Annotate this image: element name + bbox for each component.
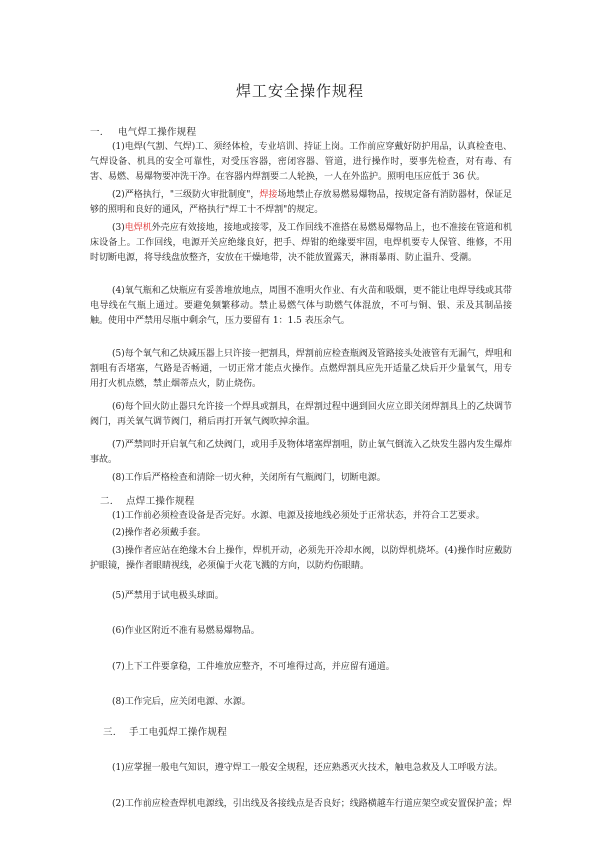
section-1-item-2: (2)严格执行，"三级防火审批制度"，焊接场地禁止存放易燃易爆物品，按规定备有消防器材，保证足够的照明和良好的通风，严格执行"焊工十不焊割"的规定。 [90,190,512,215]
highlight-text: 焊接 [259,190,278,200]
section-3-item-1: (1)应掌握一般电气知识，遵守焊工一般安全规程，还应熟悉灭火技术，触电急救及人工呼吸方法。 [112,763,503,773]
page-title: 焊工安全操作规程 [235,82,364,100]
section-2-item-8: (8)工作完后，应关闭电源、水源。 [112,697,251,707]
section-1-item-8: (8)工作后严格检查和清除一切火种，关闭所有气瓶阀门，切断电源。 [112,473,386,483]
section-2-item-5: (5)严禁用于试电极头球面。 [112,591,224,601]
section-1-item-7: (7)严禁同时开启氧气和乙炔阀门，或用手及物体堵塞焊割咀，防止氧气倒流入乙炔发生器内发生爆炸事故。 [90,440,512,465]
section-2-item-1: (1)工作前必须检查设备是否完好。水源、电源及接地线必须处于正常状态，并符合工艺要求。 [112,511,485,521]
highlight-text: 电焊机 [124,223,152,233]
section-2-heading: 点焊工操作规程 [126,496,195,507]
section-3-number: 三. [103,727,117,738]
section-1-number: 一. [90,127,104,138]
section-1-item-4: (4)氧气瓶和乙炔瓶应有妥善堆放地点，周围不准明火作业、有火苗和吸烟，更不能让电焊导线或其带电导线在气瓶上通过。要避免频繁移动。禁止易燃气体与助燃气体混放，不可与铜、银、汞及其制品接触。使用中严禁用尽瓶中剩余气，压力要留有 1：1.5 表压余气。 [90,286,512,326]
section-2-item-3: (3)操作者应站在绝缘木台上操作，焊机开动，必须先开冷却水阀，以防焊机烧坏。(4)操作时应戴防护眼镜，操作者眼睛视线，必须偏于火花飞溅的方向，以防灼伤眼睛。 [90,546,512,571]
section-3-heading: 手工电弧焊工操作规程 [129,727,228,738]
section-1-heading: 电气焊工操作规程 [118,127,197,138]
section-1-item-5: (5)每个氧气和乙炔减压器上只许接一把割具，焊割前应检查瓶阀及管路接头处液管有无漏气，焊咀和割咀有否堵塞，气路是否畅通，一切正常才能点火操作。点燃焊割具应先开适量乙炔后开少量氧气，用专用打火机点燃，禁止烟蒂点火，防止烧伤。 [90,349,512,389]
section-2-number: 二. [100,496,114,507]
section-3-item-2: (2)工作前应检查焊机电源线，引出线及各接线点是否良好；线路横越车行道应架空或安置保护盖；焊 [112,799,512,809]
section-2-item-6: (6)作业区附近不准有易燃易爆物品。 [112,626,260,636]
section-2-item-2: (2)操作者必须戴手套。 [112,528,206,538]
section-1-item-1: (1)电焊(气割、气焊)工、须经体检，专业培训、持证上岗。工作前应穿戴好防护用品，认真检查电、气焊设备、机具的安全可靠性，对受压容器，密闭容器、管道，进行操作时，要事先检查，对有毒、有害、易燃、易爆物要冲洗干净。在容器内焊割要二人轮换，一人在外监护。照明电压应低于 36 伏。 [90,142,512,182]
section-1-item-6: (6)每个回火防止器只允许接一个焊具或割具，在焊割过程中遇到回火应立即关闭焊割具上的乙炔调节阀门，再关氧气调节阀门，稍后再打开氧气阀吹掉余温。 [90,402,512,427]
section-1-item-3: (3)电焊机外壳应有效接地，接地或接零，及工作回线不准搭在易燃易爆物品上，也不准接在管道和机床设备上。工作回线，电源开关应绝缘良好，把手、焊钳的绝缘要牢固，电焊机要专人保管、维修，不用时切断电源，将导线盘放整齐，安放在干燥地带，决不能放置露天，淋雨暴雨、防止温升、受潮。 [90,223,512,263]
section-2-item-7: (7)上下工件要拿稳，工件堆放应整齐，不可堆得过高，并应留有通道。 [112,662,395,672]
